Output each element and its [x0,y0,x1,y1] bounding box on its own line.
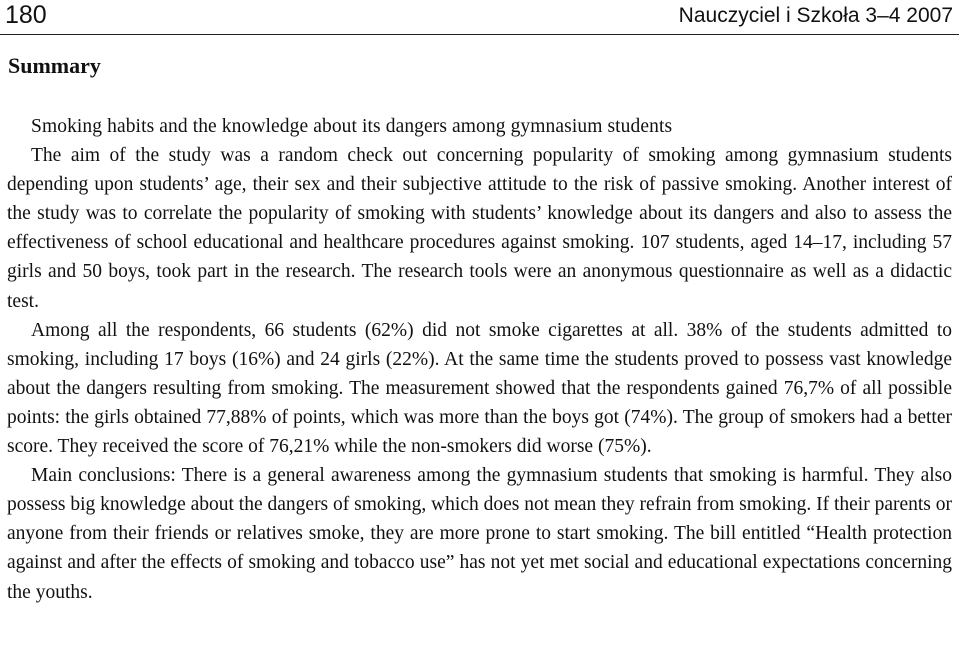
section-heading: Summary [8,53,101,78]
paragraph-results: Among all the respondents, 66 students (62%) did not smoke cigarettes at all. 38% of the students admitted to smoking, including 17 boys (16%) and 24 girls (22%). At the same time the students proved to possess vast knowledge about the dangers resulting from smoking. The measurement showed that the respondents gained 76,7% of all possible points: the girls obtained 77,88% of points, which was more than the boys got (74%). The group of smokers had a better score. They received the score of 76,21% while the non-smokers did worse (75%). [7,319,952,458]
page-header [0,0,959,35]
paragraph-conclusions: Main conclusions: There is a general awareness among the gymnasium students that smoking is harmful. They also possess big knowledge about the dangers of smoking, which does not mean they refrain from smoking. If their parents or anyone from their friends or relatives smoke, they are more prone to start smoking. The bill entitled “Health protection against and after the effects of smoking and tobacco use” has not yet met social and educational expectations concerning the youths. [7,465,952,603]
journal-title: Nauczyciel i Szkoła 3–4 2007 [678,4,953,27]
paragraph-aim: The aim of the study was a random check out concerning popularity of smoking among gymnasium students depending upon students’ age, their sex and their subjective attitude to the risk of passive smoking. Another interest of the study was to correlate the popularity of smoking with students’ knowledge about its dangers and also to assess the effectiveness of school educational and healthcare procedures against smoking. 107 students, aged 14–17, including 57 girls and 50 boys, took part in the research. The research tools were an anonymous questionnaire as well as a didactic test. [7,145,952,312]
article-title: Smoking habits and the knowledge about its dangers among gymnasium students [31,116,673,137]
page-number: 180 [5,1,47,29]
summary-body [7,112,952,607]
